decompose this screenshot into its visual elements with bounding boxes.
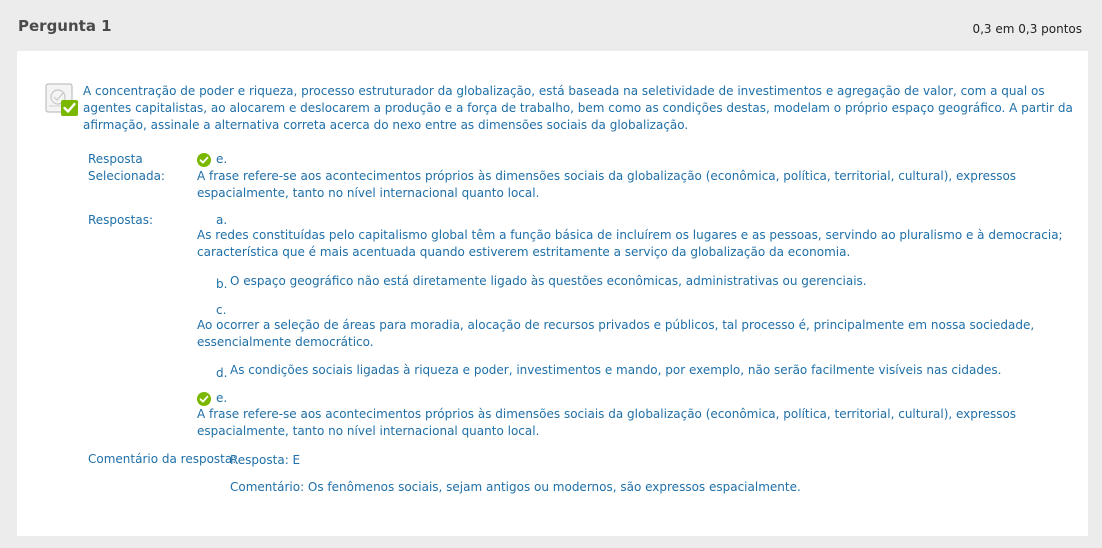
selected-label-line1: Resposta: [88, 152, 143, 166]
feedback-comment: Comentário: Os fenômenos sociais, sejam antigos ou modernos, são expressos espacialmente.: [230, 480, 801, 494]
selected-answer-text: A frase refere-se aos acontecimentos próprios às dimensões sociais da globalização (econômica, política, territorial, cultural), expressos espacialmente, tanto no nível internacional quanto local.: [197, 169, 1017, 200]
answer-c-letter: c.: [216, 303, 227, 317]
answer-a-letter: a.: [216, 213, 228, 227]
question-panel: [17, 51, 1088, 536]
check-circle-icon: [197, 153, 211, 167]
feedback-answer: Resposta: E: [230, 453, 301, 467]
correct-answer-icon: [45, 83, 79, 117]
answer-d-text: As condições sociais ligadas à riqueza e poder, investimentos e mando, por exemplo, não serão facilmente visíveis nas cidades.: [230, 363, 1002, 377]
answer-d-letter: d.: [216, 366, 228, 380]
question-header: [0, 0, 1102, 52]
question-text: A concentração de poder e riqueza, processo estruturador da globalização, está baseada na seletividade de investimentos e agregação de valor, com a qual os agentes capitalistas, ao alocarem e deslocarem a produção e a força de trabalho, bem como as condições destas, modelam o próprio espaço geográfico. A partir da afirmação, assinale a alternativa correta acerca do nexo entre as dimensões sociais da globalização.: [83, 84, 1073, 132]
check-circle-icon: [197, 392, 211, 406]
answer-a-text: As redes constituídas pelo capitalismo global têm a função básica de incluírem os lugares e as pessoas, servindo ao pluralismo e à democracia; característica que é mais acentuada quando estiverem estritamente a serviço da globalização da economia.: [197, 228, 1063, 259]
selected-label-line2: Selecionada:: [88, 169, 165, 183]
feedback-label: Comentário da resposta:: [88, 452, 237, 466]
selected-answer-letter: e.: [216, 152, 228, 166]
answers-label: Respostas:: [88, 213, 153, 227]
answer-e-text: A frase refere-se aos acontecimentos próprios às dimensões sociais da globalização (econômica, política, territorial, cultural), expressos espacialmente, tanto no nível internacional quanto local.: [197, 407, 1017, 438]
answer-b-text: O espaço geográfico não está diretamente ligado às questões econômicas, administrativas ou gerenciais.: [230, 274, 867, 288]
question-points: 0,3 em 0,3 pontos: [972, 22, 1082, 36]
answer-e-letter: e.: [216, 391, 228, 405]
answer-b-letter: b.: [216, 277, 228, 291]
question-title: Pergunta 1: [18, 17, 112, 35]
answer-c-text: Ao ocorrer a seleção de áreas para moradia, alocação de recursos privados e públicos, tal processo é, principalmente em nossa sociedade, essencialmente democrático.: [197, 318, 1035, 349]
selected-answer-label: [88, 151, 165, 185]
